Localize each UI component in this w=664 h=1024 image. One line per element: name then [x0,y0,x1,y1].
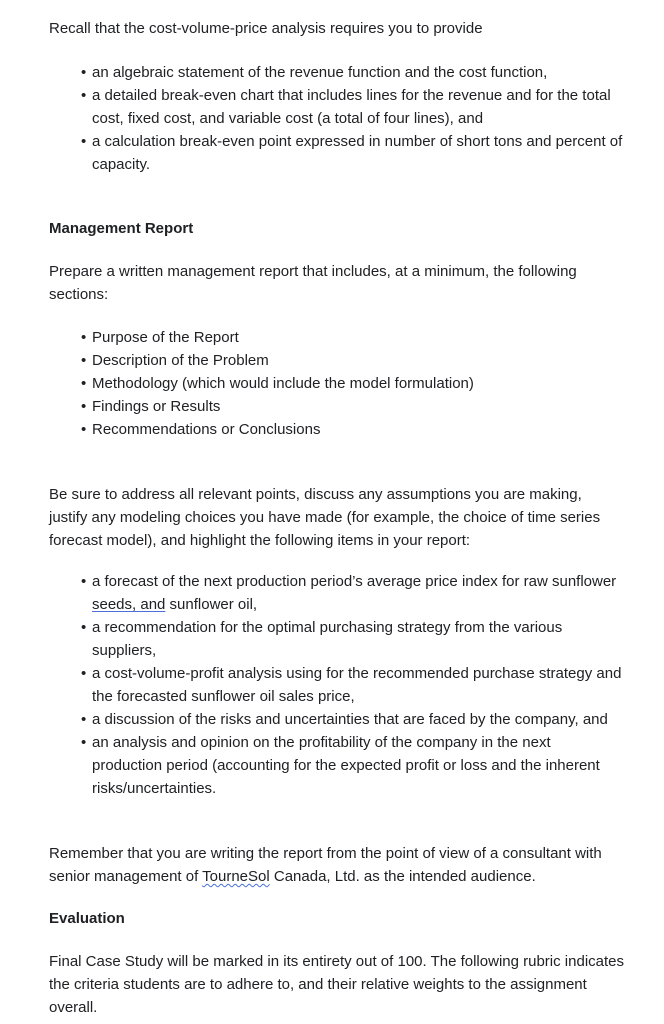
bullet-icon: • [81,421,87,438]
list-item: • a detailed break-even chart that includes lines for the revenue and for the total cost, fixed cost, and variable cost (a total of four lines), and [49,84,624,130]
bullet-icon: • [81,711,87,728]
management-text: Prepare a written management report that includes, at a minimum, the following sections: [49,263,577,303]
evaluation-text: Final Case Study will be marked in its entirety out of 100. The following rubric indicates the criteria students are to adhere to, and their relative weights to the assignment overall. [49,953,625,1016]
bullet-icon: • [81,87,87,104]
list-item: • Description of the Problem [49,349,624,372]
address-text: Be sure to address all relevant points, discuss any assumptions you are making, justify any modeling choices you have made (for example, the choice of time series forecast model), and highlight the following items in your report: [49,486,601,549]
list-item: • a discussion of the risks and uncertainties that are faced by the company, and [49,708,624,731]
list-item: • Methodology (which would include the model formulation) [49,372,624,395]
intro-text: Recall that the cost-volume-price analysis requires you to provide [49,20,483,37]
bullet-icon: • [81,398,87,415]
list-item: • a forecast of the next production period’s average price index for raw sunflower seeds, and sunflower oil, [49,570,624,616]
bullet-icon: • [81,573,87,590]
report-sections-list [49,326,624,441]
bullet-icon: • [81,329,87,346]
list-item: • a cost-volume-profit analysis using for the recommended purchase strategy and the forecasted sunflower oil sales price, [49,662,624,708]
management-heading: Management Report [49,220,194,237]
bullet-icon: • [81,619,87,636]
list-item: • Findings or Results [49,395,624,418]
evaluation-heading: Evaluation [49,910,125,927]
bullet-icon: • [81,665,87,682]
grammar-underline[interactable]: seeds, and [92,596,166,613]
bullet-icon: • [81,375,87,392]
spellcheck-word[interactable]: TourneSol [202,868,270,885]
list-item: • an algebraic statement of the revenue function and the cost function, [49,61,624,84]
bullet-icon: • [81,133,87,150]
list-item: • a calculation break-even point expressed in number of short tons and percent of capacity. [49,130,624,176]
list-item: • an analysis and opinion on the profitability of the company in the next production period (accounting for the expected profit or loss and the inherent risks/uncertainties. [49,731,624,800]
list-item: • Recommendations or Conclusions [49,418,624,441]
intro-list [49,61,624,176]
report-items-list [49,570,624,800]
remember-text: Remember that you are writing the report from the point of view of a consultant with senior management of TourneSol Canada, Ltd. as the intended audience. [49,845,602,885]
bullet-icon: • [81,352,87,369]
list-item: • Purpose of the Report [49,326,624,349]
bullet-icon: • [81,734,87,751]
bullet-icon: • [81,64,87,81]
list-item: • a recommendation for the optimal purchasing strategy from the various suppliers, [49,616,624,662]
